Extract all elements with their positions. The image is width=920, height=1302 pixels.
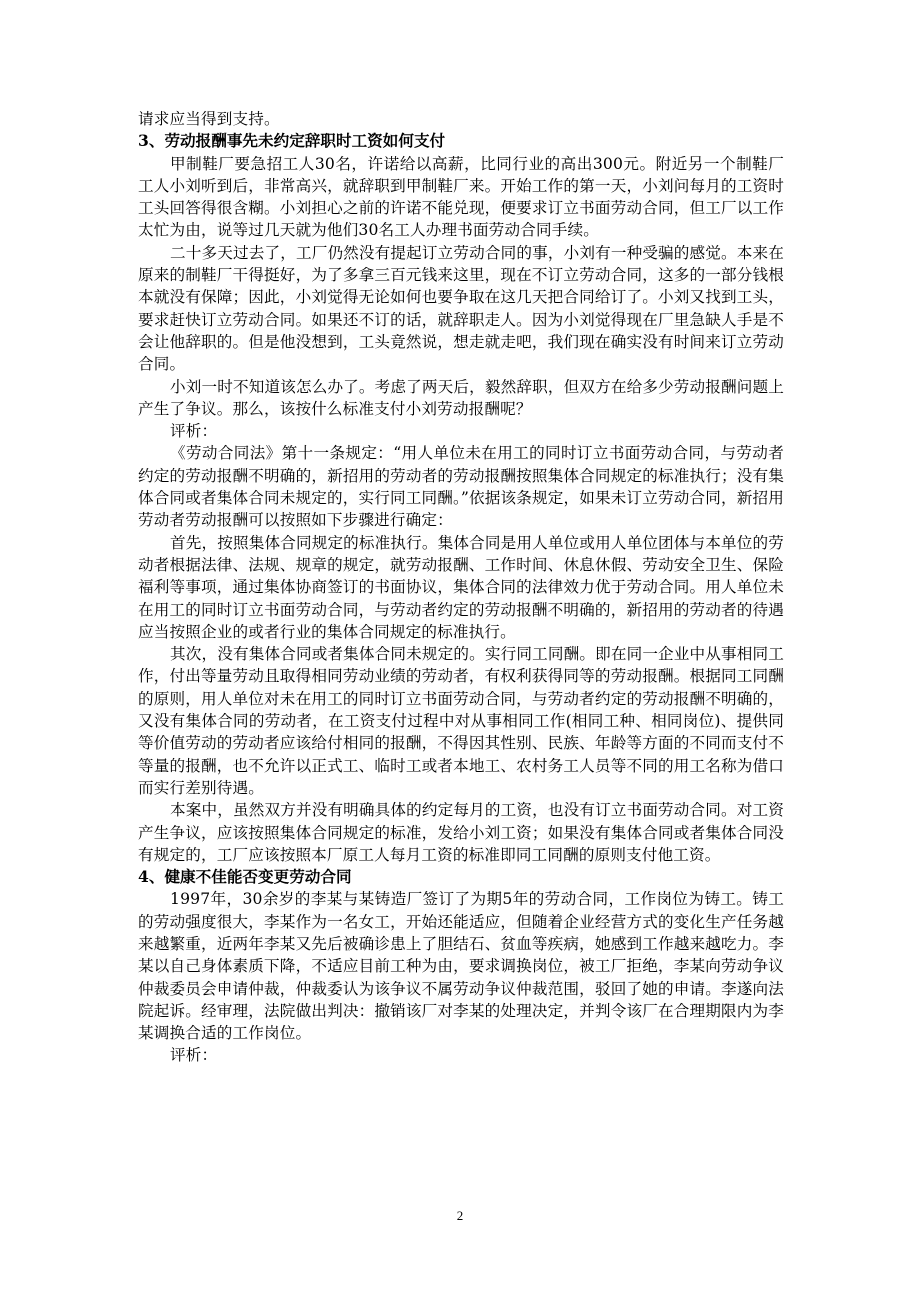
analysis-3-paragraph-4: 本案中，虽然双方并没有明确具体的约定每月的工资，也没有订立书面劳动合同。对工资产生争议，应该按照集体合同规定的标准，发给小刘工资；如果没有集体合同或者集体合同没有规定的，工厂应该按照本厂原工人每月工资的标准即同工同酬的原则支付他工资。 [138,801,785,864]
case-3-paragraph-1: 甲制鞋厂要急招工人30名，许诺给以高薪，比同行业的高出300元。附近另一个制鞋厂工人小刘听到后，非常高兴，就辞职到甲制鞋厂来。开始工作的第一天，小刘问每月的工资时工头回答得很含糊。小刘担心之前的许诺不能兑现，便要求订立书面劳动合同，但工厂以工作太忙为由，说等过几天就为他们30名工人办理书面劳动合同手续。 [138,154,784,240]
analysis-label-3: 评析： [170,422,218,441]
analysis-3-paragraph-3: 其次，没有集体合同或者集体合同未规定的。实行同工同酬。即在同一企业中从事相同工作，付出等量劳动且取得相同劳动业绩的劳动者，有权利获得同等的劳动报酬。根据同工同酬的原则，用人单位对未在用工的同时订立书面劳动合同，与劳动者约定的劳动报酬不明确的，又没有集体合同的劳动者，在工资支付过程中对从事相同工作(相同工种、相同岗位)、提供同等价值劳动的劳动者应该给付相同的报酬，不得因其性别、民族、年龄等方面的不同而支付不等量的报酬，也不允许以正式工、临时工或者本地工、农村务工人员等不同的用工名称为借口而实行差别待遇。 [138,645,785,797]
case-3-paragraph-2: 二十多天过去了，工厂仍然没有提起订立劳动合同的事，小刘有一种受骗的感觉。本来在原来的制鞋厂干得挺好，为了多拿三百元钱来这里，现在不订立劳动合同，这多的一部分钱根本就没有保障；因此，小刘觉得无论如何也要争取在这几天把合同给订了。小刘又找到工头，要求赶快订立劳动合同。如果还不订的话，就辞职走人。因为小刘觉得现在厂里急缺人手是不会让他辞职的。但是他没想到，工头竟然说，想走就走吧，我们现在确实没有时间来订立劳动合同。 [138,243,785,374]
section-heading-4: 4、健康不佳能否变更劳动合同 [138,867,352,887]
case-4-paragraph-1: 1997年，30余岁的李某与某铸造厂签订了为期5年的劳动合同，工作岗位为铸工。铸工的劳动强度很大，李某作为一名女工，开始还能适应，但随着企业经营方式的变化生产任务越来越繁重，近两年李某又先后被确诊患上了胆结石、贫血等疾病，她感到工作越来越吃力。李某以自己身体素质下降，不适应目前工种为由，要求调换岗位，被工厂拒绝，李某向劳动争议仲裁委员会申请仲裁，仲裁委认为该争议不属劳动争议仲裁范围，驳回了她的申请。李遂向法院起诉。经审理，法院做出判决：撤销该厂对李某的处理决定，并判令该厂在合理期限内为李某调换合适的工作岗位。 [138,890,784,1043]
page-number: 2 [456,1208,464,1223]
case-3-paragraph-3: 小刘一时不知道该怎么办了。考虑了两天后，毅然辞职，但双方在给多少劳动报酬问题上产生了争议。那么，该按什么标准支付小刘劳动报酬呢？ [138,377,785,418]
paragraph-continuation: 请求应当得到支持。 [138,110,280,128]
analysis-label-4: 评析： [170,1046,218,1065]
document-page [138,108,784,1067]
section-heading-3: 3、劳动报酬事先未约定辞职时工资如何支付 [138,131,446,151]
analysis-3-paragraph-1: 《劳动合同法》第十一条规定：“用人单位未在用工的同时订立书面劳动合同，与劳动者约定的劳动报酬不明确的，新招用的劳动者的劳动报酬按照集体合同规定的标准执行；没有集体合同或者集体合同未规定的，实行同工同酬。”依据该条规定，如果未订立劳动合同，新招用劳动者劳动报酬可以按照如下步骤进行确定： [138,444,784,530]
analysis-3-paragraph-2: 首先，按照集体合同规定的标准执行。集体合同是用人单位或用人单位团体与本单位的劳动者根据法律、法规、规章的规定，就劳动报酬、工作时间、休息休假、劳动安全卫生、保险福利等事项，通过集体协商签订的书面协议，集体合同的法律效力优于劳动合同。用人单位未在用工的同时订立书面劳动合同，与劳动者约定的劳动报酬不明确的，新招用的劳动者的待遇应当按照企业的或者行业的集体合同规定的标准执行。 [138,533,785,641]
